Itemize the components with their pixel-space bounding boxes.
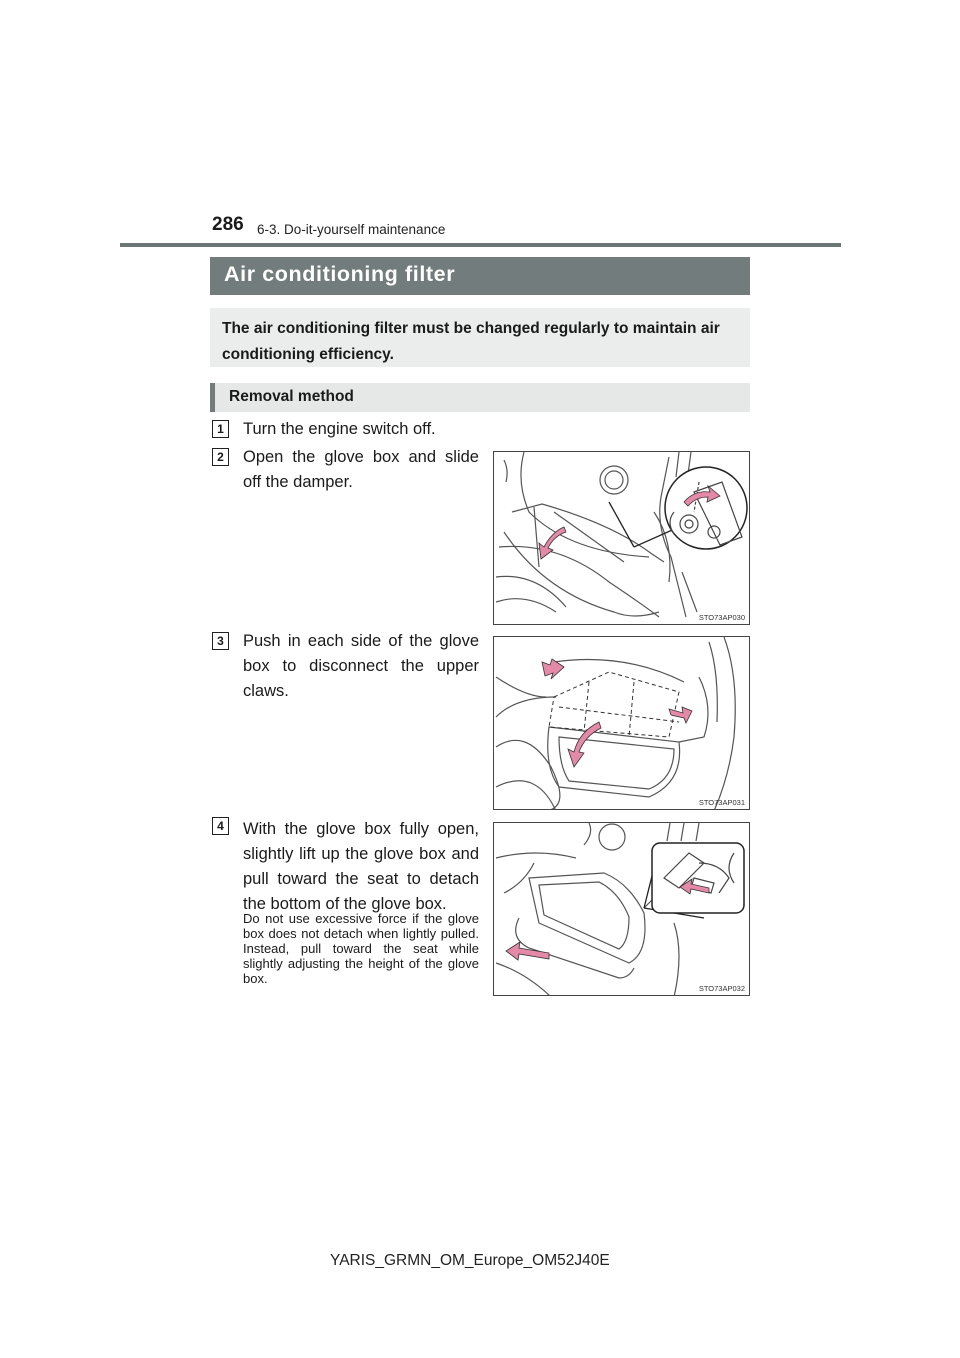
header-rule <box>120 243 841 247</box>
figure-code-2: STO73AP030 <box>698 613 745 622</box>
step-4-note: Do not use excessive force if the glove box does not detach when lightly pulled. Instead, pull toward the seat while slightly adjusting the height of the glove box. <box>243 911 479 986</box>
step-4-text: With the glove box fully open, slightly lift up the glove box and pull toward the seat to detach the bottom of the glove box. <box>243 820 479 913</box>
step-3-text: Push in each side of the glove box to disconnect the upper claws. <box>243 632 479 700</box>
intro-box: The air conditioning filter must be changed regularly to maintain air conditioning efficiency. <box>210 308 750 367</box>
figure-step-4 <box>493 822 750 996</box>
subheading-removal-method: Removal method <box>210 383 750 412</box>
page-number: 286 <box>212 214 244 235</box>
step-number-1: 1 <box>212 420 229 438</box>
section-title: 6-3. Do-it-yourself maintenance <box>257 222 446 237</box>
figure-code-4: STO73AP032 <box>698 984 745 993</box>
figure-step-3 <box>493 636 750 810</box>
step-number-2: 2 <box>212 448 229 466</box>
figure-code-3: STO73AP031 <box>698 798 745 807</box>
figure-step-2 <box>493 451 750 625</box>
step-1-text: Turn the engine switch off. <box>243 420 436 438</box>
footer-document-id: YARIS_GRMN_OM_Europe_OM52J40E <box>330 1252 610 1269</box>
page-title-banner: Air conditioning filter <box>210 257 750 295</box>
step-number-4: 4 <box>212 817 229 835</box>
step-2-text: Open the glove box and slide off the damper. <box>243 448 479 491</box>
step-number-3: 3 <box>212 632 229 650</box>
